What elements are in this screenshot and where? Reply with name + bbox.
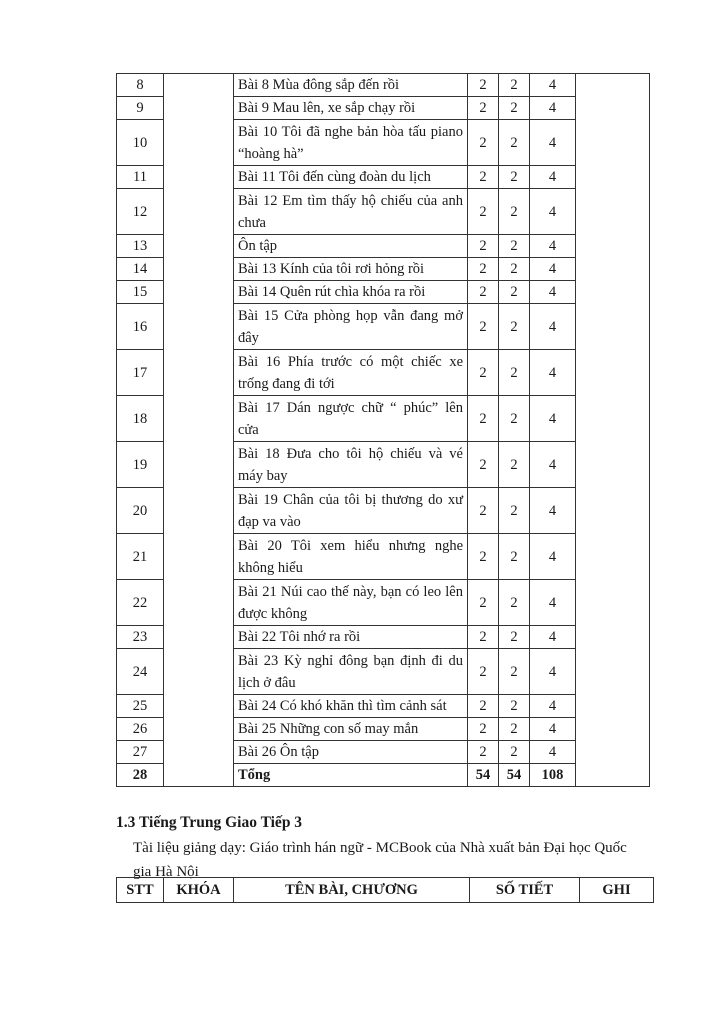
stt-cell: 24 <box>117 649 164 695</box>
stt-cell: 27 <box>117 741 164 764</box>
periods-total-cell: 4 <box>530 695 576 718</box>
periods-total-cell: 4 <box>530 350 576 396</box>
lesson-cell: Bài 18 Đưa cho tôi hộ chiếu và vé máy bay <box>234 442 468 488</box>
stt-cell: 14 <box>117 258 164 281</box>
lesson-cell: Bài 9 Mau lên, xe sắp chạy rồi <box>234 97 468 120</box>
teaching-materials-note: Tài liệu giảng dạy: Giáo trình hán ngữ - MCBook của Nhà xuất bản Đại học Quốc gia Hà Nội <box>133 840 627 880</box>
periods-total-cell: 4 <box>530 258 576 281</box>
lesson-cell: Bài 21 Núi cao thế này, bạn có leo lên được không <box>234 580 468 626</box>
table-row <box>117 74 650 97</box>
periods-total-cell: 4 <box>530 120 576 166</box>
periods-b-cell: 2 <box>499 534 530 580</box>
stt-cell: 10 <box>117 120 164 166</box>
lesson-cell: Bài 23 Kỳ nghỉ đông bạn định đi du lịch ở đâu <box>234 649 468 695</box>
periods-b-cell: 2 <box>499 718 530 741</box>
header-khoa: KHÓA <box>164 878 234 903</box>
periods-a-cell: 2 <box>468 649 499 695</box>
periods-a-cell: 2 <box>468 442 499 488</box>
header-ten-bai: TÊN BÀI, CHƯƠNG <box>234 878 470 903</box>
lesson-cell: Bài 16 Phía trước có một chiếc xe trống đang đi tới <box>234 350 468 396</box>
periods-a-cell: 2 <box>468 166 499 189</box>
stt-cell: 11 <box>117 166 164 189</box>
periods-total-cell: 4 <box>530 488 576 534</box>
periods-b-cell: 2 <box>499 350 530 396</box>
periods-total-cell: 4 <box>530 626 576 649</box>
periods-total-cell: 4 <box>530 166 576 189</box>
periods-a-cell: 2 <box>468 350 499 396</box>
lesson-cell: Bài 25 Những con số may mắn <box>234 718 468 741</box>
periods-a-cell: 2 <box>468 281 499 304</box>
periods-b-cell: 2 <box>499 235 530 258</box>
lesson-cell: Ôn tập <box>234 235 468 258</box>
periods-b-cell: 2 <box>499 304 530 350</box>
periods-a-cell: 2 <box>468 189 499 235</box>
lesson-cell: Bài 11 Tôi đến cùng đoàn du lịch <box>234 166 468 189</box>
lesson-cell: Bài 14 Quên rút chìa khóa ra rồi <box>234 281 468 304</box>
lesson-cell: Bài 10 Tôi đã nghe bản hòa tấu piano “hoàng hà” <box>234 120 468 166</box>
lesson-cell: Bài 26 Ôn tập <box>234 741 468 764</box>
stt-cell: 17 <box>117 350 164 396</box>
periods-b-cell: 2 <box>499 189 530 235</box>
header-stt: STT <box>117 878 164 903</box>
notes-column <box>576 74 650 787</box>
lesson-cell: Bài 17 Dán ngược chữ “ phúc” lên cửa <box>234 396 468 442</box>
periods-a-cell: 2 <box>468 626 499 649</box>
periods-total-cell: 4 <box>530 74 576 97</box>
section-title: 1.3 Tiếng Trung Giao Tiếp 3 <box>116 814 303 831</box>
periods-total-cell: 4 <box>530 534 576 580</box>
stt-cell: 22 <box>117 580 164 626</box>
periods-total-cell: 4 <box>530 235 576 258</box>
stt-cell: 20 <box>117 488 164 534</box>
lesson-cell: Bài 24 Có khó khăn thì tìm cảnh sát <box>234 695 468 718</box>
periods-total-cell: 4 <box>530 580 576 626</box>
periods-a-cell: 2 <box>468 718 499 741</box>
periods-a-cell: 2 <box>468 580 499 626</box>
periods-a-cell: 2 <box>468 396 499 442</box>
next-table-header <box>116 877 654 903</box>
total-a-cell: 54 <box>468 764 499 787</box>
curriculum-table <box>116 73 650 787</box>
lesson-cell: Bài 20 Tôi xem hiểu nhưng nghe không hiểu <box>234 534 468 580</box>
stt-cell: 18 <box>117 396 164 442</box>
periods-b-cell: 2 <box>499 281 530 304</box>
course-column <box>164 74 234 787</box>
lesson-cell: Bài 19 Chân của tôi bị thương do xư đạp va vào <box>234 488 468 534</box>
total-c-cell: 108 <box>530 764 576 787</box>
periods-b-cell: 2 <box>499 649 530 695</box>
periods-b-cell: 2 <box>499 396 530 442</box>
periods-b-cell: 2 <box>499 741 530 764</box>
periods-total-cell: 4 <box>530 649 576 695</box>
periods-b-cell: 2 <box>499 74 530 97</box>
periods-total-cell: 4 <box>530 741 576 764</box>
periods-total-cell: 4 <box>530 97 576 120</box>
periods-b-cell: 2 <box>499 97 530 120</box>
header-ghi: GHI <box>580 878 654 903</box>
periods-a-cell: 2 <box>468 258 499 281</box>
periods-total-cell: 4 <box>530 718 576 741</box>
periods-b-cell: 2 <box>499 166 530 189</box>
periods-b-cell: 2 <box>499 580 530 626</box>
curriculum-table-body <box>117 74 650 787</box>
periods-a-cell: 2 <box>468 97 499 120</box>
periods-b-cell: 2 <box>499 488 530 534</box>
periods-a-cell: 2 <box>468 695 499 718</box>
periods-a-cell: 2 <box>468 488 499 534</box>
periods-a-cell: 2 <box>468 74 499 97</box>
periods-a-cell: 2 <box>468 534 499 580</box>
lesson-cell: Bài 12 Em tìm thấy hộ chiếu của anh chưa <box>234 189 468 235</box>
periods-total-cell: 4 <box>530 281 576 304</box>
periods-b-cell: 2 <box>499 626 530 649</box>
header-so-tiet: SỐ TIẾT <box>470 878 580 903</box>
periods-a-cell: 2 <box>468 741 499 764</box>
periods-b-cell: 2 <box>499 695 530 718</box>
periods-total-cell: 4 <box>530 396 576 442</box>
stt-cell: 21 <box>117 534 164 580</box>
periods-a-cell: 2 <box>468 120 499 166</box>
stt-cell: 16 <box>117 304 164 350</box>
lesson-cell: Bài 8 Mùa đông sắp đến rồi <box>234 74 468 97</box>
stt-cell: 8 <box>117 74 164 97</box>
periods-total-cell: 4 <box>530 189 576 235</box>
stt-cell: 25 <box>117 695 164 718</box>
stt-cell: 23 <box>117 626 164 649</box>
total-b-cell: 54 <box>499 764 530 787</box>
stt-cell: 15 <box>117 281 164 304</box>
stt-cell: 26 <box>117 718 164 741</box>
periods-total-cell: 4 <box>530 304 576 350</box>
periods-a-cell: 2 <box>468 304 499 350</box>
periods-b-cell: 2 <box>499 442 530 488</box>
stt-cell: 19 <box>117 442 164 488</box>
stt-cell: 9 <box>117 97 164 120</box>
total-label-cell: Tổng <box>234 764 468 787</box>
stt-cell: 12 <box>117 189 164 235</box>
periods-total-cell: 4 <box>530 442 576 488</box>
periods-a-cell: 2 <box>468 235 499 258</box>
lesson-cell: Bài 13 Kính của tôi rơi hỏng rồi <box>234 258 468 281</box>
periods-b-cell: 2 <box>499 258 530 281</box>
total-stt-cell: 28 <box>117 764 164 787</box>
lesson-cell: Bài 15 Cửa phòng họp vẫn đang mở đây <box>234 304 468 350</box>
lesson-cell: Bài 22 Tôi nhớ ra rồi <box>234 626 468 649</box>
stt-cell: 13 <box>117 235 164 258</box>
periods-b-cell: 2 <box>499 120 530 166</box>
